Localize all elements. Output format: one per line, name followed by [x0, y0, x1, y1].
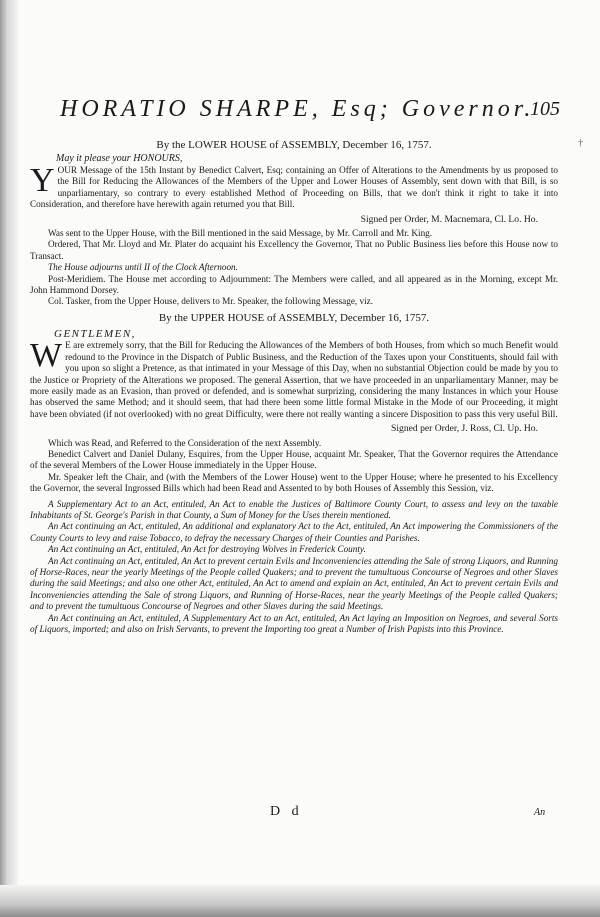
upper-house-heading: By the UPPER HOUSE of ASSEMBLY, December 16, 1757.: [158, 311, 430, 324]
proceeding-item: Benedict Calvert and Daniel Dulany, Esquires, from the Upper House, acquaint Mr. Speaker, That the Governor requires the Attendance of the several Members of the Lower House immediately in the Upper House.: [30, 448, 558, 471]
upper-house-salutation: GENTLEMEN,: [54, 327, 136, 340]
upper-house-message-text: E are extremely sorry, that the Bill for Reducing the Allowances of the Members of both Houses, from which so much Benefit would redound to the Province in the Dispatch of Public Business, and the Reduction of the Taxes upon your Constituents, should fail with you upon so slight a Pretence, as that intimated in your Message of this Day, when no substantial Objection could be made by you to the Justice or Propriety of the Alterations we proposed. The general Assertion, that we have proceeded in an unparliamentary Manner, may be more easily made as an Evasion, than proved or defended, and is somewhat surprizing, considering the many Instances in which your House has observed the same Method; and it should seem, that had there been some little formal Mistake in the Mode of our Proceeding, it might have been obviated (if not overlooked) with no great Difficulty, were there not really wanting a sincere Disposition to pass this very useful Bill.: [30, 340, 558, 419]
act-item: An Act continuing an Act, entituled, An additional and explanatory Act to the Act, entituled, An Act impowering the Commissioners of the County Courts to levy and raise Tobacco, to defray the necessary Charges of their Counties and Parishes.: [30, 521, 558, 543]
proceeding-item: Mr. Speaker left the Chair, and (with the Members of the Lower House) went to the Upper House; where he presented to his Excellency the Governor, the several Ingrossed Bills which had been Read and Assented to by both Houses of Assembly this Session, viz.: [30, 471, 558, 494]
act-item: An Act continuing an Act, entituled, A Supplementary Act to an Act, entituled, An Act laying an Imposition on Negroes, and several Sorts of Liquors, imported; and also on Irish Servants, to prevent the Importing too great a Number of Irish Papists into this Province.: [30, 612, 558, 635]
minute-item: Ordered, That Mr. Lloyd and Mr. Plater do acquaint his Excellency the Governor, That no Public Business lies before this House now to Transact.: [30, 239, 558, 261]
lower-house-message-text: OUR Message of the 15th Instant by Benedict Calvert, Esq; containing an Offer of Alterations to the Amendments by us proposed to the Bill for Reducing the Allowances of the Members of the Upper and Lower Houses of Assembly, sent down with that Bill, is so unparliamentary, so contrary to every established Method of Proceeding on Bills, that we don't think it right to take it into Consideration, and therefore have herewith again returned you that Bill.: [30, 165, 558, 210]
minute-item: Post-Meridiem. The House met according to Adjournment: The Members were called, and all appeared as in the Morning, except Mr. John Hammond Dorsey.: [30, 273, 558, 296]
scan-bottom-edge: [0, 885, 600, 917]
minute-item: Col. Tasker, from the Upper House, delivers to Mr. Speaker, the following Message, viz.: [48, 296, 374, 307]
acts-list: [30, 499, 558, 636]
minute-item: Was sent to the Upper House, with the Bill mentioned in the said Message, by Mr. Carroll and Mr. King.: [48, 228, 433, 239]
running-head-title: HORATIO SHARPE, Esq; Governor.: [60, 96, 535, 122]
lower-house-heading: By the LOWER HOUSE of ASSEMBLY, December 16, 1757.: [156, 139, 432, 151]
minute-item: The House adjourns until II of the Clock Afternoon.: [48, 262, 238, 273]
proceeding-item: Which was Read, and Referred to the Consideration of the next Assembly.: [48, 437, 322, 448]
running-head: [60, 96, 560, 126]
page-body: [30, 138, 558, 635]
act-item: An Act continuing an Act, entituled, An Act for destroying Wolves in Frederick County.: [48, 544, 366, 555]
signature-mark: D d: [270, 804, 303, 819]
lower-house-signature: Signed per Order, M. Macnemara, Cl. Lo. Ho.: [360, 213, 538, 225]
dropcap-w: W: [30, 337, 63, 375]
margin-mark: †: [578, 138, 583, 149]
upper-house-message: [30, 337, 558, 420]
lower-house-message: [30, 162, 558, 211]
upper-house-signature: Signed per Order, J. Ross, Cl. Up. Ho.: [391, 423, 538, 435]
lower-house-salutation: May it please your HONOURS,: [56, 153, 183, 164]
act-item: A Supplementary Act to an Act, entituled, An Act to enable the Justices of Baltimore County Court, to assess and levy on the taxable Inhabitants of St. George's Parish in that County, a Sum of Money for the Uses therein mentioned.: [30, 498, 558, 520]
catchword: An: [534, 807, 546, 818]
scan-left-edge: [0, 0, 18, 917]
dropcap-y: Y: [30, 162, 55, 199]
act-item: An Act continuing an Act, entituled, An Act to prevent certain Evils and Inconveniencies attending the Sale of strong Liquors, and Running of Horse-Races, near the yearly Meetings of the People called Quakers; and to prevent the tumultuous Concourse of Negroes and other Slaves during the said Meetings; and also one other Act, entituled, An Act to amend and explain an Act, entituled, An Act to prevent certain Evils and Inconveniencies attending the Sale of strong Liquors, and Running of Horse-Races, near the yearly Meetings of the People called Quakers; and to prevent the tumultuous Concourse of Negroes and other Slaves during the said Meetings.: [30, 555, 558, 612]
page-number: 105: [530, 98, 560, 120]
